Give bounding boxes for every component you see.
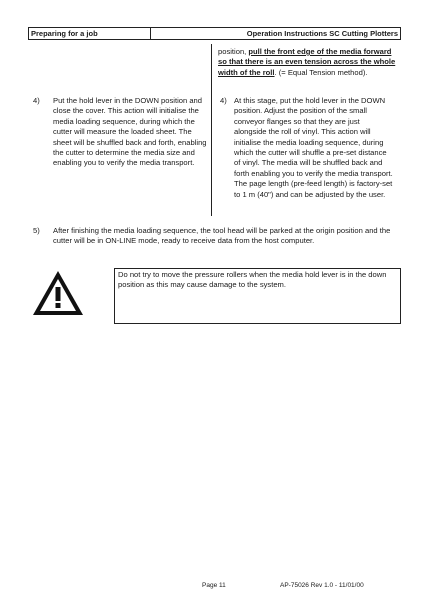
step-number-left: 4): [33, 96, 40, 105]
page-header: [28, 29, 401, 39]
footer-revision: AP-75026 Rev 1.0 - 11/01/00: [280, 582, 364, 589]
step-number-5: 5): [33, 226, 40, 235]
step-text-5: After finishing the media loading sequence, the tool head will be parked at the origin position and the cutter will be in ON-LINE mode, ready to receive data from the host computer.: [53, 226, 391, 246]
step-number-right: 4): [220, 96, 227, 105]
column-divider: [211, 44, 212, 216]
continuation-suffix: . (= Equal Tension method).: [274, 67, 368, 77]
header-section: Preparing for a job: [31, 29, 98, 38]
continuation-paragraph: [218, 47, 398, 78]
step-text-left: Put the hold lever in the DOWN position and close the cover. This action will initialise the media loading sequence, during which the cutter will measure the loaded sheet. The sheet will be shuffled back and forth, enabling the cutter to determine the media size and enabling you to verify the media transport.: [53, 96, 207, 168]
header-title: Operation Instructions SC Cutting Plotters: [246, 29, 398, 38]
step-text-right: At this stage, put the hold lever in the DOWN position. Adjust the position of the small conveyor flanges so that they are just alongside the roll of vinyl. This action will initialise the media loading sequence, during which the cutter will shuffle a pre-set distance of vinyl. The media will be shuffled back and forth enabling you to verify the media transport. The page length (pre-feed length) is factory-set to 1 m (40") and can be adjusted by the user.: [234, 96, 393, 199]
continuation-prefix: position,: [218, 47, 249, 56]
warning-text: Do not try to move the pressure rollers when the media hold lever is in the down position as this may cause damage to the system.: [118, 270, 387, 290]
footer-page: Page 11: [202, 582, 226, 589]
continuation-emphasis: pull the front edge of the media forward so that there is an even tension across the whole width of the roll: [218, 47, 396, 77]
warning-triangle-icon: [30, 268, 86, 318]
